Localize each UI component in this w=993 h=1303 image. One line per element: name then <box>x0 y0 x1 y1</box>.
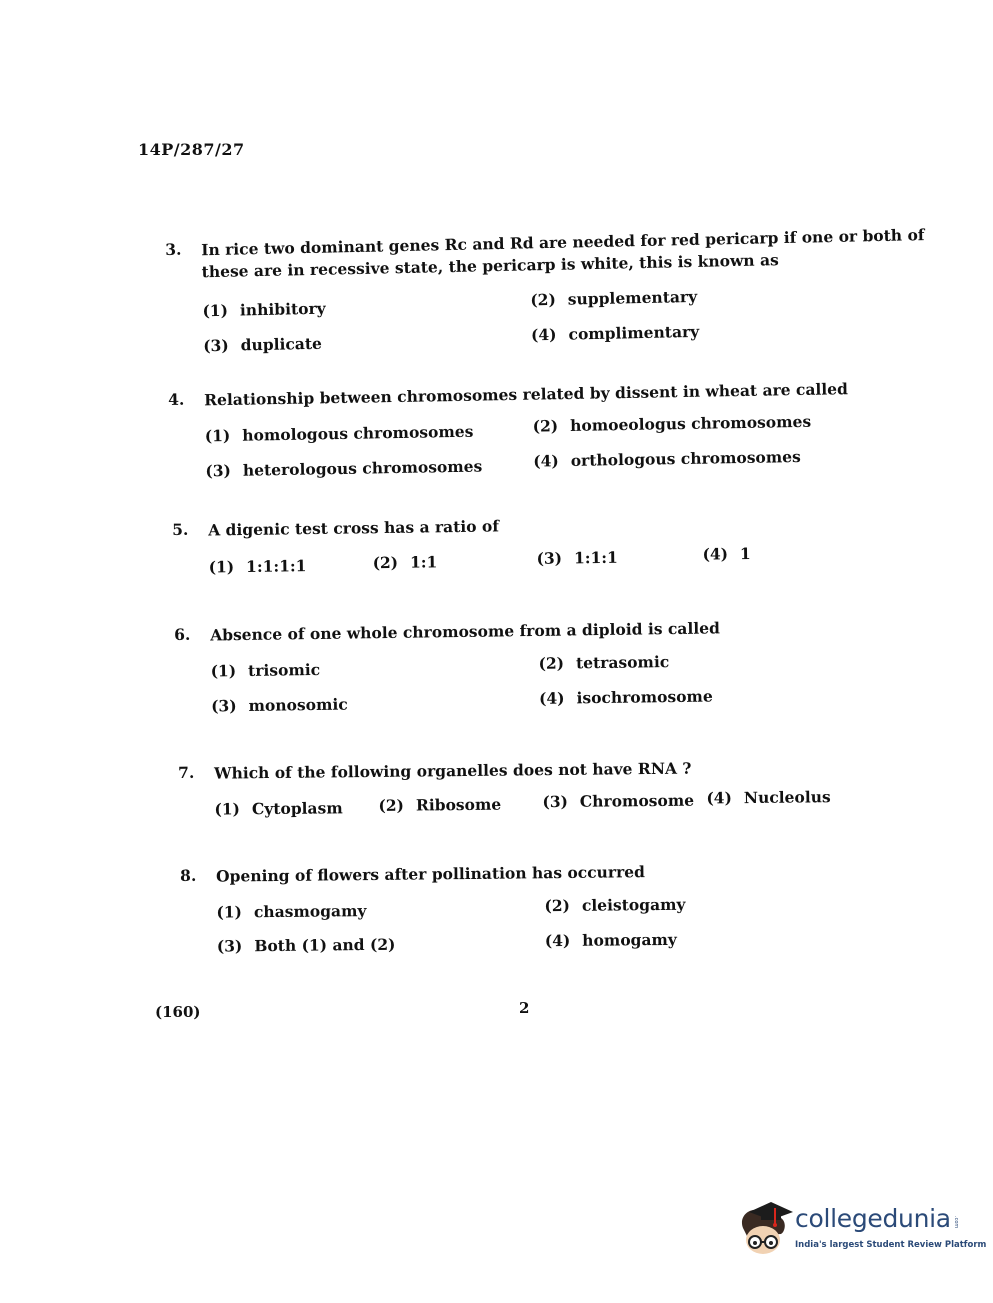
option-number: (1) <box>202 300 229 321</box>
question-number: 6. <box>174 624 191 644</box>
question-number: 4. <box>168 389 185 409</box>
option-4 <box>706 787 831 807</box>
question-number: 3. <box>165 239 182 259</box>
option-number: (1) <box>208 557 235 577</box>
option-text: supplementary <box>567 286 698 309</box>
question-text-line1: Which of the following organelles does not have RNA ? <box>214 758 692 783</box>
option-number: (4) <box>530 324 557 345</box>
option-1 <box>216 901 366 922</box>
mascot-graduation-cap-icon <box>737 1198 795 1258</box>
option-number: (4) <box>538 688 565 708</box>
option-number: (2) <box>538 653 565 673</box>
option-number: (4) <box>533 451 559 471</box>
question-text-line1: Relationship between chromosomes related by dissent in wheat are called <box>204 379 849 410</box>
paper-code: 14P/287/27 <box>138 140 245 159</box>
option-text: Ribosome <box>415 794 502 815</box>
option-2 <box>378 795 501 815</box>
option-text: isochromosome <box>576 686 713 708</box>
option-text: homologous chromosomes <box>242 421 474 445</box>
option-number: (2) <box>530 289 556 310</box>
option-4 <box>531 322 700 345</box>
option-text: 1:1 <box>409 552 438 572</box>
question-number: 5. <box>172 519 189 539</box>
option-text: trisomic <box>247 659 321 680</box>
option-text: Cytoplasm <box>251 798 343 819</box>
option-number: (3) <box>216 936 243 956</box>
option-2 <box>372 552 437 572</box>
option-text: homogamy <box>582 929 677 950</box>
option-number: (2) <box>532 416 559 436</box>
option-1 <box>205 422 474 446</box>
option-number: (3) <box>536 548 563 568</box>
option-number: (1) <box>214 799 241 819</box>
page-number: 2 <box>519 999 530 1017</box>
option-number: (3) <box>211 696 237 716</box>
option-3 <box>203 334 322 355</box>
option-1 <box>202 299 326 321</box>
option-text: Chromosome <box>579 790 695 811</box>
option-text: 1:1:1:1 <box>245 556 307 576</box>
option-4 <box>545 930 677 950</box>
option-4 <box>702 544 751 564</box>
logo-wordmark: collegedunia <box>795 1204 951 1233</box>
option-number: (3) <box>203 335 229 356</box>
collegedunia-logo[interactable] <box>737 1198 987 1258</box>
option-number: (1) <box>204 425 231 446</box>
option-text: inhibitory <box>239 298 326 320</box>
option-3 <box>542 791 694 812</box>
option-text: 1 <box>739 543 751 564</box>
option-4 <box>533 447 801 471</box>
option-1 <box>209 556 307 576</box>
option-number: (3) <box>542 791 568 812</box>
option-number: (4) <box>702 544 729 564</box>
option-text: duplicate <box>240 333 323 355</box>
option-2 <box>530 287 697 309</box>
option-text: monosomic <box>248 694 348 715</box>
logo-tagline: India's largest Student Review Platform <box>795 1240 987 1250</box>
option-text: 1:1:1 <box>573 547 618 568</box>
question-text-line1: Absence of one whole chromosome from a diploid is called <box>210 618 720 645</box>
option-text: Nucleolus <box>743 787 831 808</box>
option-number: (3) <box>205 460 232 481</box>
question-text-line1: In rice two dominant genes Rc and Rd are needed for red pericarp if one or both of <box>201 225 925 260</box>
option-2 <box>533 412 812 436</box>
option-number: (1) <box>216 902 243 922</box>
option-number: (2) <box>372 552 399 573</box>
question-text-line1: A digenic test cross has a ratio of <box>208 516 500 540</box>
option-number: (4) <box>544 930 571 951</box>
question-text-line2: these are in recessive state, the pericarp is white, this is known as <box>201 250 779 282</box>
option-3 <box>205 457 482 481</box>
option-text: tetrasomic <box>575 652 670 673</box>
option-text: heterologous chromosomes <box>242 456 483 480</box>
question-number: 7. <box>178 762 195 782</box>
option-number: (2) <box>378 795 405 815</box>
option-4 <box>539 686 713 707</box>
option-text: Both (1) and (2) <box>254 934 396 956</box>
option-text: orthologous chromosomes <box>570 446 801 470</box>
option-3 <box>536 548 618 568</box>
option-text: homoeologus chromosomes <box>569 411 812 435</box>
option-number: (2) <box>544 895 570 916</box>
footer-code: (160) <box>155 1003 201 1021</box>
option-text: chasmogamy <box>253 901 367 922</box>
option-2 <box>538 652 669 673</box>
option-number: (1) <box>210 661 237 681</box>
option-text: complimentary <box>568 321 700 344</box>
option-3 <box>217 935 396 956</box>
logo-domain-suffix: .com <box>953 1216 959 1229</box>
question-text-line1: Opening of flowers after pollination has occurred <box>216 862 646 886</box>
option-1 <box>211 660 321 681</box>
option-2 <box>544 895 685 915</box>
option-text: cleistogamy <box>581 894 686 915</box>
option-1 <box>214 798 342 818</box>
option-3 <box>211 695 348 716</box>
question-number: 8. <box>180 865 197 885</box>
option-number: (4) <box>706 788 732 808</box>
